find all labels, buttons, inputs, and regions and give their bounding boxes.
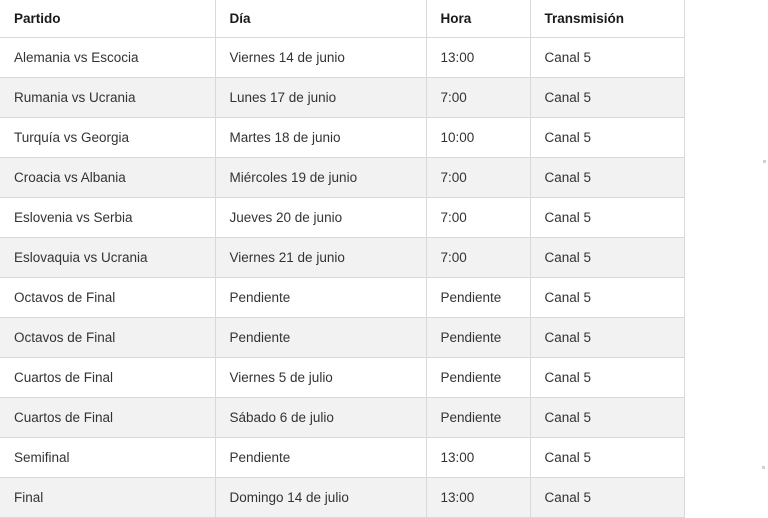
column-header-dia: Día [215,0,426,38]
cell-transmision: Canal 5 [530,358,684,398]
cell-dia: Pendiente [215,438,426,478]
cell-partido: Octavos de Final [0,278,215,318]
cell-hora: Pendiente [426,318,530,358]
cell-dia: Viernes 5 de julio [215,358,426,398]
cell-hora: 10:00 [426,118,530,158]
table-row [0,438,684,478]
cell-transmision: Canal 5 [530,238,684,278]
cell-hora: 7:00 [426,158,530,198]
cell-dia: Lunes 17 de junio [215,78,426,118]
cell-dia: Viernes 14 de junio [215,38,426,78]
cell-partido: Alemania vs Escocia [0,38,215,78]
cell-transmision: Canal 5 [530,438,684,478]
table-header-row [0,0,684,38]
table-row [0,38,684,78]
cell-dia: Pendiente [215,318,426,358]
cell-transmision: Canal 5 [530,198,684,238]
cell-dia: Domingo 14 de julio [215,478,426,518]
cell-dia: Jueves 20 de junio [215,198,426,238]
table-row [0,118,684,158]
cell-hora: 7:00 [426,198,530,238]
cell-transmision: Canal 5 [530,398,684,438]
table-row [0,198,684,238]
cell-transmision: Canal 5 [530,38,684,78]
cell-partido: Eslovaquia vs Ucrania [0,238,215,278]
cell-dia: Martes 18 de junio [215,118,426,158]
column-header-partido: Partido [0,0,215,38]
cell-hora: 13:00 [426,478,530,518]
cell-hora: Pendiente [426,398,530,438]
cell-dia: Sábado 6 de julio [215,398,426,438]
cell-transmision: Canal 5 [530,278,684,318]
table-row [0,318,684,358]
cell-dia: Pendiente [215,278,426,318]
table-header [0,0,684,38]
cell-dia: Miércoles 19 de junio [215,158,426,198]
scan-artifact-mark [762,466,765,469]
cell-dia: Viernes 21 de junio [215,238,426,278]
cell-partido: Turquía vs Georgia [0,118,215,158]
cell-transmision: Canal 5 [530,118,684,158]
cell-hora: 7:00 [426,78,530,118]
cell-partido: Octavos de Final [0,318,215,358]
cell-partido: Cuartos de Final [0,398,215,438]
cell-hora: 13:00 [426,38,530,78]
cell-partido: Croacia vs Albania [0,158,215,198]
table-row [0,278,684,318]
cell-transmision: Canal 5 [530,478,684,518]
cell-hora: Pendiente [426,358,530,398]
cell-partido: Semifinal [0,438,215,478]
table-row [0,158,684,198]
scan-artifact-mark [763,160,766,163]
table-row [0,398,684,438]
cell-hora: 13:00 [426,438,530,478]
column-header-transmision: Transmisión [530,0,684,38]
column-header-hora: Hora [426,0,530,38]
cell-hora: 7:00 [426,238,530,278]
cell-transmision: Canal 5 [530,78,684,118]
cell-partido: Rumania vs Ucrania [0,78,215,118]
cell-transmision: Canal 5 [530,318,684,358]
cell-partido: Cuartos de Final [0,358,215,398]
table-body [0,38,684,518]
table-row [0,358,684,398]
table-row [0,238,684,278]
table-row [0,478,684,518]
cell-partido: Final [0,478,215,518]
cell-partido: Eslovenia vs Serbia [0,198,215,238]
cell-hora: Pendiente [426,278,530,318]
table-row [0,78,684,118]
cell-transmision: Canal 5 [530,158,684,198]
